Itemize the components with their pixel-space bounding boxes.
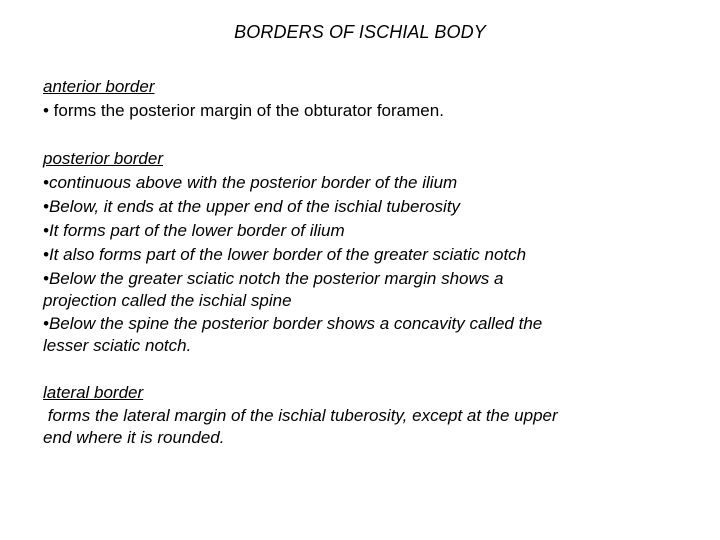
anterior-border-line: • forms the posterior margin of the obturator foramen. [43, 101, 444, 120]
ischial-spine-line: •Below the greater sciatic notch the posterior margin shows a [43, 269, 504, 288]
posterior-border-line: •It also forms part of the lower border of the greater sciatic notch [43, 245, 527, 264]
lesser-sciatic-notch-bullet [43, 312, 683, 357]
anterior-border-heading: anterior border [43, 77, 155, 96]
lateral-border-heading: lateral border [43, 383, 144, 402]
posterior-border-section [43, 147, 683, 357]
ischial-spine-line: projection called the ischial spine [43, 291, 292, 310]
slide-title: BORDERS OF ISCHIAL BODY [234, 22, 486, 42]
posterior-border-heading: posterior border [43, 149, 164, 168]
lateral-border-section [43, 381, 683, 449]
lateral-border-line: forms the lateral margin of the ischial tuberosity, except at the upper [43, 406, 558, 425]
anterior-border-section [43, 75, 683, 123]
posterior-border-line: •Below, it ends at the upper end of the ischial tuberosity [43, 197, 461, 216]
lesser-sciatic-notch-line: •Below the spine the posterior border shows a concavity called the [43, 314, 543, 333]
ischial-spine-bullet [43, 267, 683, 312]
lateral-border-line: end where it is rounded. [43, 428, 225, 447]
lesser-sciatic-notch-line: lesser sciatic notch. [43, 336, 192, 355]
slide-content [43, 75, 683, 449]
lateral-border-text [43, 405, 683, 449]
posterior-border-line: •It forms part of the lower border of ilium [43, 221, 345, 240]
posterior-border-line: •continuous above with the posterior border of the ilium [43, 173, 458, 192]
